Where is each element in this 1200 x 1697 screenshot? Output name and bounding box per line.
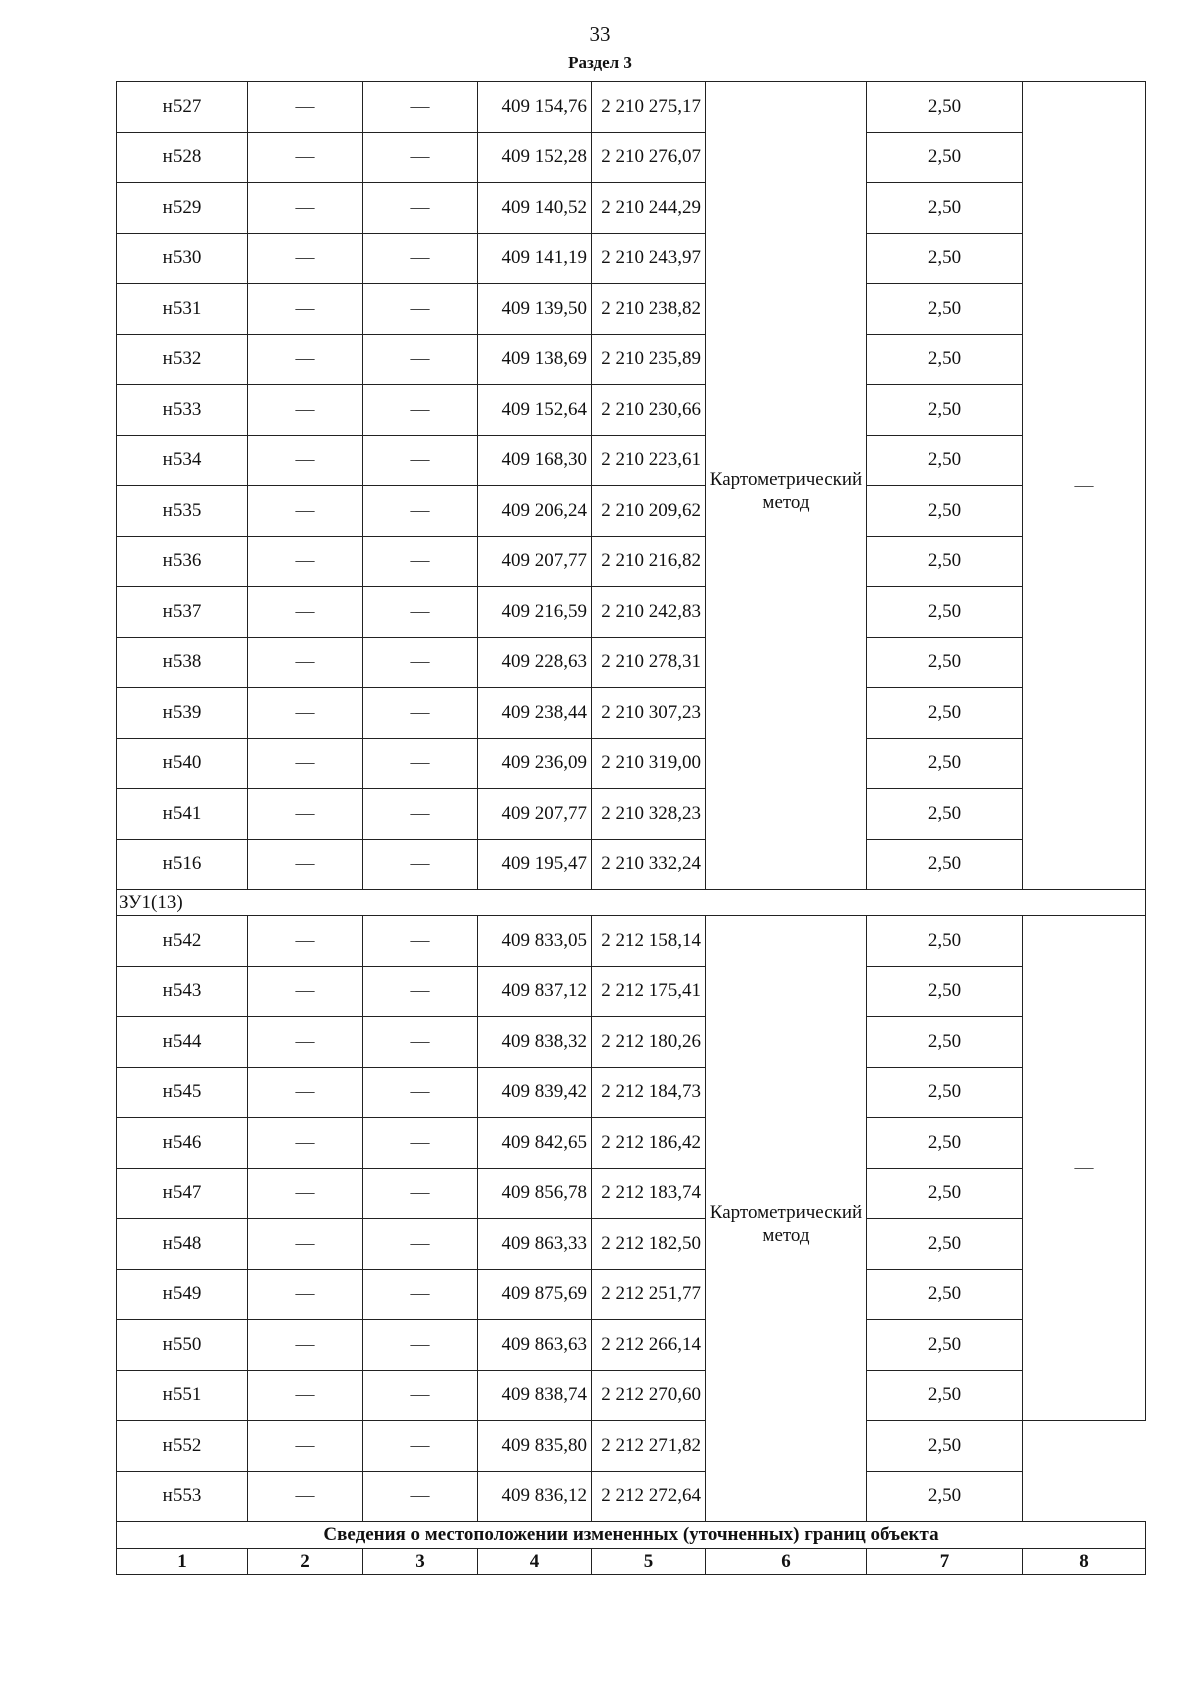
dash-cell: —: [248, 1471, 363, 1522]
dash-cell: —: [363, 688, 478, 739]
point-name-cell: н553: [117, 1471, 248, 1522]
y-coordinate-cell: 2 212 182,50: [592, 1219, 706, 1270]
dash-cell: —: [363, 1118, 478, 1169]
point-name-cell: н516: [117, 839, 248, 890]
dash-cell: —: [363, 1168, 478, 1219]
x-coordinate-cell: 409 236,09: [478, 738, 592, 789]
dash-cell: —: [248, 233, 363, 284]
error-value-cell: 2,50: [867, 132, 1023, 183]
x-coordinate-cell: 409 154,76: [478, 82, 592, 133]
y-coordinate-cell: 2 210 238,82: [592, 284, 706, 335]
point-name-cell: н535: [117, 486, 248, 537]
error-value-cell: 2,50: [867, 385, 1023, 436]
error-value-cell: 2,50: [867, 536, 1023, 587]
y-coordinate-cell: 2 210 276,07: [592, 132, 706, 183]
table-row: [117, 1421, 1146, 1472]
x-coordinate-cell: 409 141,19: [478, 233, 592, 284]
point-name-cell: н528: [117, 132, 248, 183]
dash-cell: —: [363, 789, 478, 840]
y-coordinate-cell: 2 212 270,60: [592, 1370, 706, 1421]
point-name-cell: н527: [117, 82, 248, 133]
dash-cell: —: [248, 1219, 363, 1270]
error-value-cell: 2,50: [867, 486, 1023, 537]
table-row: [117, 1320, 1146, 1371]
section-title: Раздел 3: [568, 53, 632, 72]
point-name-cell: н536: [117, 536, 248, 587]
dash-cell: —: [363, 385, 478, 436]
dash-cell: —: [363, 1421, 478, 1472]
x-coordinate-cell: 409 152,28: [478, 132, 592, 183]
dash-cell: —: [248, 82, 363, 133]
table-row: [117, 536, 1146, 587]
y-coordinate-cell: 2 210 332,24: [592, 839, 706, 890]
point-name-cell: н548: [117, 1219, 248, 1270]
y-coordinate-cell: 2 212 175,41: [592, 966, 706, 1017]
method-cell: Картометрический метод: [706, 82, 867, 890]
dash-cell: —: [248, 1269, 363, 1320]
y-coordinate-cell: 2 212 271,82: [592, 1421, 706, 1472]
x-coordinate-cell: 409 207,77: [478, 789, 592, 840]
table-row: [117, 966, 1146, 1017]
table-row: [117, 587, 1146, 638]
error-value-cell: 2,50: [867, 1269, 1023, 1320]
footer-title-row: [117, 1522, 1146, 1549]
x-coordinate-cell: 409 875,69: [478, 1269, 592, 1320]
dash-cell: —: [248, 1370, 363, 1421]
y-coordinate-cell: 2 210 244,29: [592, 183, 706, 234]
table-row: [117, 233, 1146, 284]
dash-cell: —: [363, 587, 478, 638]
table-row: [117, 1269, 1146, 1320]
error-value-cell: 2,50: [867, 284, 1023, 335]
table-row: [117, 334, 1146, 385]
y-coordinate-cell: 2 210 328,23: [592, 789, 706, 840]
x-coordinate-cell: 409 138,69: [478, 334, 592, 385]
dash-cell: —: [248, 738, 363, 789]
error-value-cell: 2,50: [867, 1219, 1023, 1270]
dash-cell: —: [248, 637, 363, 688]
group-label-row: [117, 890, 1146, 916]
point-name-cell: н539: [117, 688, 248, 739]
y-coordinate-cell: 2 210 242,83: [592, 587, 706, 638]
point-name-cell: н534: [117, 435, 248, 486]
group-label: ЗУ1(13): [117, 890, 1146, 916]
dash-cell: —: [248, 789, 363, 840]
dash-cell: —: [363, 839, 478, 890]
column-number-cell: 1: [117, 1549, 248, 1575]
dash-cell: —: [248, 284, 363, 335]
column-number-cell: 4: [478, 1549, 592, 1575]
table-row: [117, 1067, 1146, 1118]
y-coordinate-cell: 2 210 230,66: [592, 385, 706, 436]
table-row: [117, 1471, 1146, 1522]
point-name-cell: н550: [117, 1320, 248, 1371]
point-name-cell: н546: [117, 1118, 248, 1169]
y-coordinate-cell: 2 212 184,73: [592, 1067, 706, 1118]
point-name-cell: н531: [117, 284, 248, 335]
x-coordinate-cell: 409 195,47: [478, 839, 592, 890]
point-name-cell: н541: [117, 789, 248, 840]
dash-cell: —: [363, 1269, 478, 1320]
error-value-cell: 2,50: [867, 1320, 1023, 1371]
point-name-cell: н540: [117, 738, 248, 789]
x-coordinate-cell: 409 863,33: [478, 1219, 592, 1270]
point-name-cell: н542: [117, 916, 248, 967]
table-row: [117, 284, 1146, 335]
point-name-cell: н533: [117, 385, 248, 436]
x-coordinate-cell: 409 216,59: [478, 587, 592, 638]
dash-cell: —: [363, 486, 478, 537]
coordinates-table-body: [117, 82, 1146, 1575]
dash-cell: —: [363, 1320, 478, 1371]
point-name-cell: н538: [117, 637, 248, 688]
column-number-cell: 8: [1023, 1549, 1146, 1575]
y-coordinate-cell: 2 212 266,14: [592, 1320, 706, 1371]
table-row: [117, 183, 1146, 234]
table-row: [117, 385, 1146, 436]
dash-cell: —: [248, 1017, 363, 1068]
dash-cell: —: [248, 132, 363, 183]
table-row: [117, 1370, 1146, 1421]
dash-cell: —: [248, 1067, 363, 1118]
dash-cell: —: [363, 1471, 478, 1522]
dash-cell: —: [248, 385, 363, 436]
error-value-cell: 2,50: [867, 435, 1023, 486]
table-row: [117, 1118, 1146, 1169]
y-coordinate-cell: 2 210 319,00: [592, 738, 706, 789]
point-name-cell: н543: [117, 966, 248, 1017]
x-coordinate-cell: 409 168,30: [478, 435, 592, 486]
point-name-cell: н529: [117, 183, 248, 234]
error-value-cell: 2,50: [867, 587, 1023, 638]
point-name-cell: н547: [117, 1168, 248, 1219]
error-value-cell: 2,50: [867, 1168, 1023, 1219]
point-name-cell: н537: [117, 587, 248, 638]
column8-empty-cell: [1023, 1421, 1146, 1522]
dash-cell: —: [363, 966, 478, 1017]
dash-cell: —: [248, 1118, 363, 1169]
dash-cell: —: [363, 233, 478, 284]
x-coordinate-cell: 409 837,12: [478, 966, 592, 1017]
column-number-cell: 3: [363, 1549, 478, 1575]
dash-cell: —: [248, 486, 363, 537]
column-numbers-row: [117, 1549, 1146, 1575]
error-value-cell: 2,50: [867, 1118, 1023, 1169]
error-value-cell: 2,50: [867, 637, 1023, 688]
table-row: [117, 688, 1146, 739]
x-coordinate-cell: 409 836,12: [478, 1471, 592, 1522]
error-value-cell: 2,50: [867, 1370, 1023, 1421]
x-coordinate-cell: 409 838,74: [478, 1370, 592, 1421]
coordinates-table: [116, 81, 1146, 1575]
method-cell: Картометрический метод: [706, 916, 867, 1522]
y-coordinate-cell: 2 210 216,82: [592, 536, 706, 587]
table-row: [117, 1219, 1146, 1270]
x-coordinate-cell: 409 835,80: [478, 1421, 592, 1472]
x-coordinate-cell: 409 228,63: [478, 637, 592, 688]
x-coordinate-cell: 409 863,63: [478, 1320, 592, 1371]
point-name-cell: н551: [117, 1370, 248, 1421]
y-coordinate-cell: 2 210 307,23: [592, 688, 706, 739]
error-value-cell: 2,50: [867, 916, 1023, 967]
y-coordinate-cell: 2 210 235,89: [592, 334, 706, 385]
dash-cell: —: [248, 688, 363, 739]
dash-cell: —: [248, 334, 363, 385]
dash-cell: —: [363, 284, 478, 335]
y-coordinate-cell: 2 212 186,42: [592, 1118, 706, 1169]
dash-cell: —: [363, 637, 478, 688]
x-coordinate-cell: 409 842,65: [478, 1118, 592, 1169]
error-value-cell: 2,50: [867, 1471, 1023, 1522]
table-row: [117, 1168, 1146, 1219]
dash-cell: —: [363, 334, 478, 385]
table-row: [117, 916, 1146, 967]
point-name-cell: н530: [117, 233, 248, 284]
table-row: [117, 82, 1146, 133]
dash-cell: —: [363, 738, 478, 789]
y-coordinate-cell: 2 210 278,31: [592, 637, 706, 688]
y-coordinate-cell: 2 210 209,62: [592, 486, 706, 537]
y-coordinate-cell: 2 212 272,64: [592, 1471, 706, 1522]
x-coordinate-cell: 409 206,24: [478, 486, 592, 537]
x-coordinate-cell: 409 238,44: [478, 688, 592, 739]
point-name-cell: н552: [117, 1421, 248, 1472]
dash-cell: —: [363, 916, 478, 967]
dash-cell: —: [363, 82, 478, 133]
dash-cell: —: [363, 435, 478, 486]
column8-cell: —: [1023, 916, 1146, 1421]
x-coordinate-cell: 409 838,32: [478, 1017, 592, 1068]
x-coordinate-cell: 409 152,64: [478, 385, 592, 436]
dash-cell: —: [248, 435, 363, 486]
point-name-cell: н549: [117, 1269, 248, 1320]
error-value-cell: 2,50: [867, 738, 1023, 789]
y-coordinate-cell: 2 210 243,97: [592, 233, 706, 284]
point-name-cell: н545: [117, 1067, 248, 1118]
table-row: [117, 839, 1146, 890]
error-value-cell: 2,50: [867, 334, 1023, 385]
column8-cell: —: [1023, 82, 1146, 890]
dash-cell: —: [248, 1320, 363, 1371]
table-row: [117, 435, 1146, 486]
column-number-cell: 6: [706, 1549, 867, 1575]
dash-cell: —: [248, 966, 363, 1017]
dash-cell: —: [248, 1168, 363, 1219]
error-value-cell: 2,50: [867, 688, 1023, 739]
y-coordinate-cell: 2 212 180,26: [592, 1017, 706, 1068]
error-value-cell: 2,50: [867, 1017, 1023, 1068]
y-coordinate-cell: 2 210 275,17: [592, 82, 706, 133]
page-number: 33: [589, 22, 611, 46]
x-coordinate-cell: 409 833,05: [478, 916, 592, 967]
dash-cell: —: [363, 1017, 478, 1068]
dash-cell: —: [248, 536, 363, 587]
y-coordinate-cell: 2 212 183,74: [592, 1168, 706, 1219]
column-number-cell: 2: [248, 1549, 363, 1575]
error-value-cell: 2,50: [867, 183, 1023, 234]
y-coordinate-cell: 2 212 158,14: [592, 916, 706, 967]
point-name-cell: н544: [117, 1017, 248, 1068]
error-value-cell: 2,50: [867, 1421, 1023, 1472]
dash-cell: —: [363, 1067, 478, 1118]
error-value-cell: 2,50: [867, 82, 1023, 133]
dash-cell: —: [248, 183, 363, 234]
x-coordinate-cell: 409 207,77: [478, 536, 592, 587]
table-row: [117, 1017, 1146, 1068]
table-row: [117, 132, 1146, 183]
dash-cell: —: [248, 839, 363, 890]
table-row: [117, 738, 1146, 789]
error-value-cell: 2,50: [867, 1067, 1023, 1118]
x-coordinate-cell: 409 140,52: [478, 183, 592, 234]
error-value-cell: 2,50: [867, 966, 1023, 1017]
error-value-cell: 2,50: [867, 233, 1023, 284]
y-coordinate-cell: 2 210 223,61: [592, 435, 706, 486]
x-coordinate-cell: 409 139,50: [478, 284, 592, 335]
dash-cell: —: [363, 536, 478, 587]
footer-title: Сведения о местоположении измененных (уточненных) границ объекта: [117, 1522, 1146, 1549]
point-name-cell: н532: [117, 334, 248, 385]
column-number-cell: 5: [592, 1549, 706, 1575]
error-value-cell: 2,50: [867, 839, 1023, 890]
dash-cell: —: [363, 183, 478, 234]
table-row: [117, 789, 1146, 840]
dash-cell: —: [363, 1219, 478, 1270]
dash-cell: —: [248, 916, 363, 967]
dash-cell: —: [363, 132, 478, 183]
dash-cell: —: [363, 1370, 478, 1421]
dash-cell: —: [248, 587, 363, 638]
x-coordinate-cell: 409 856,78: [478, 1168, 592, 1219]
dash-cell: —: [248, 1421, 363, 1472]
error-value-cell: 2,50: [867, 789, 1023, 840]
table-row: [117, 637, 1146, 688]
x-coordinate-cell: 409 839,42: [478, 1067, 592, 1118]
table-row: [117, 486, 1146, 537]
y-coordinate-cell: 2 212 251,77: [592, 1269, 706, 1320]
column-number-cell: 7: [867, 1549, 1023, 1575]
